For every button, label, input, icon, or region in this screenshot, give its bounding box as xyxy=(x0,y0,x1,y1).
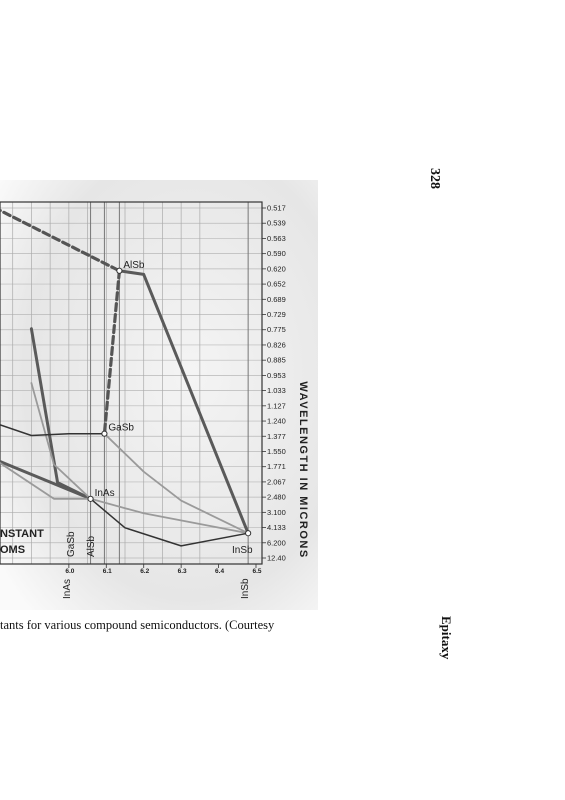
wavelength-tick-label: 12.40 xyxy=(267,553,286,563)
wavelength-tick-label: 1.033 xyxy=(267,386,286,396)
wavelength-tick-label: 0.885 xyxy=(267,355,286,365)
wavelength-tick-label: 0.953 xyxy=(267,370,286,380)
lattice-constant-chart xyxy=(0,180,320,610)
marker-insb xyxy=(246,531,251,536)
marker-gasb xyxy=(102,431,107,436)
wavelength-tick-label: 0.729 xyxy=(267,310,286,320)
inline-label-insb: InSb xyxy=(232,545,253,556)
x-tick-label: 6.3 xyxy=(177,568,187,575)
wavelength-tick-label: 0.652 xyxy=(267,279,286,289)
wavelength-tick-label: 1.771 xyxy=(267,462,286,472)
wavelength-tick-label: 0.590 xyxy=(267,249,286,259)
running-head: Epitaxy xyxy=(439,616,454,660)
x-tick-label: 6.5 xyxy=(252,568,262,575)
label-gasb: GaSb xyxy=(108,422,134,434)
wavelength-tick-label: 0.826 xyxy=(267,340,286,350)
marker-inas xyxy=(88,496,93,501)
vertical-label-gasb: GaSb xyxy=(66,531,77,557)
wavelength-tick-label: 0.620 xyxy=(267,264,286,274)
wavelength-tick-label: 0.775 xyxy=(267,325,286,335)
wavelength-tick-label: 1.240 xyxy=(267,416,286,426)
x-tick-label: 6.4 xyxy=(215,568,225,575)
below-label-insb: InSb xyxy=(240,578,251,599)
figure-caption: tants for various compound semiconductors. (Courtesy xyxy=(0,618,275,632)
x-tick-label: 6.2 xyxy=(140,568,150,575)
wavelength-tick-label: 2.067 xyxy=(267,477,286,487)
wavelength-tick-label: 1.127 xyxy=(267,401,286,411)
marker-alsb xyxy=(117,268,122,273)
wavelength-tick-label: 0.517 xyxy=(267,203,286,213)
wavelength-tick-label: 0.689 xyxy=(267,294,286,304)
page-number: 328 xyxy=(427,168,442,189)
x-tick-label: 6.1 xyxy=(102,568,112,575)
wavelength-tick-label: 1.550 xyxy=(267,446,286,456)
vertical-label-alsb: AlSb xyxy=(86,535,97,557)
wavelength-tick-label: 0.563 xyxy=(267,233,286,243)
axis-fragment-text-2: OMS xyxy=(0,544,26,556)
wavelength-tick-label: 4.133 xyxy=(267,523,286,533)
wavelength-tick-label: 1.377 xyxy=(267,431,286,441)
label-alsb: AlSb xyxy=(123,259,145,271)
x-tick-label: 6.0 xyxy=(65,568,75,575)
wavelength-tick-label: 0.539 xyxy=(267,218,286,228)
right-axis-label: WAVELENGTH IN MICRONS xyxy=(297,381,309,559)
below-label-inas: InAs xyxy=(62,578,73,599)
wavelength-tick-label: 2.480 xyxy=(267,492,286,502)
axis-fragment-text-1: NSTANT xyxy=(0,528,44,540)
wavelength-tick-label: 3.100 xyxy=(267,507,286,517)
label-inas: InAs xyxy=(94,487,115,499)
wavelength-tick-label: 6.200 xyxy=(267,538,286,548)
